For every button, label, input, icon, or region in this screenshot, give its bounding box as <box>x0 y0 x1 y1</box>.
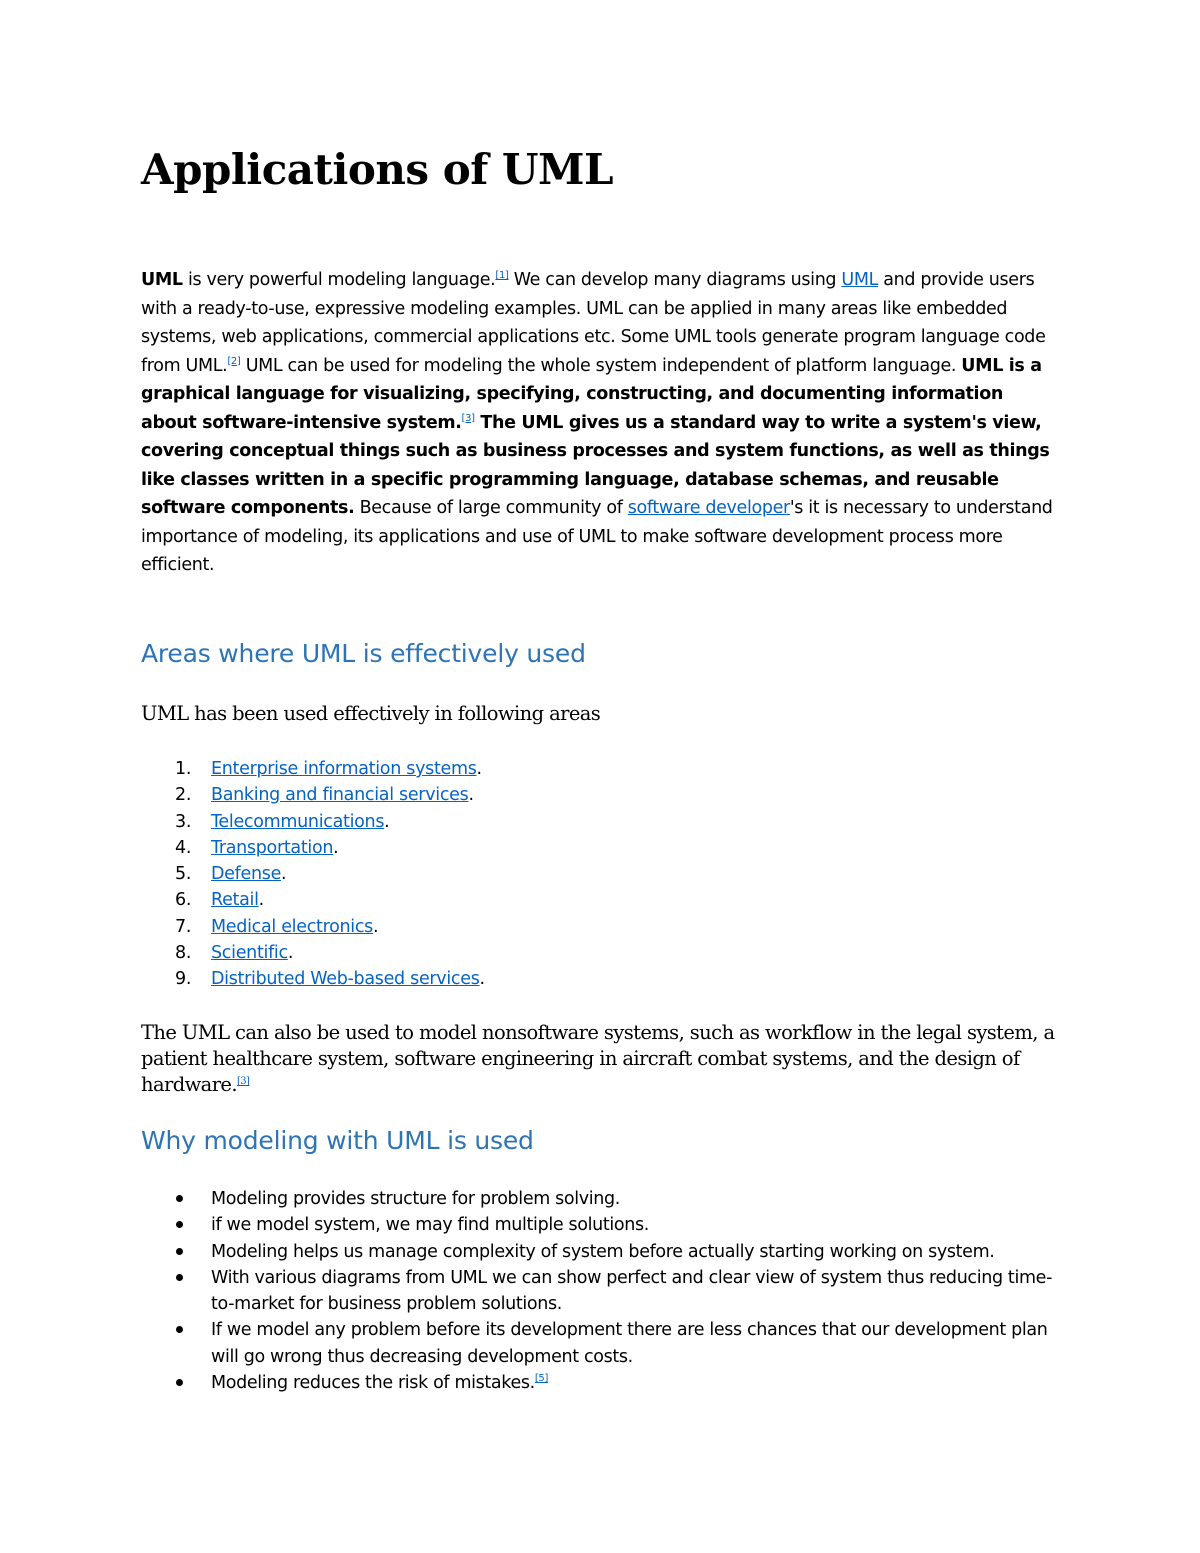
intro-bold-standard: The UML gives us a standard way to write a system's view, covering conceptual things such as business processes and system functions, as well as things like classes written in a specific programming language, database schemas, and reusable software components. <box>141 412 1050 518</box>
intro-sentence-2-end: and provide users with a ready-to-use, expressive modeling examples. UML can be applied in many areas like embedded systems, web applications, commercial applications etc. Some UML tools generate program language code from UML. <box>141 270 1046 376</box>
reference-3-link[interactable]: [3] <box>461 412 475 424</box>
bullet-icon <box>176 1274 183 1281</box>
nonsoftware-paragraph <box>141 1020 1061 1098</box>
list-item-period: . <box>258 890 264 911</box>
intro-sentence-4-start: Because of large community of <box>354 498 628 518</box>
nonsoftware-text: The UML can also be used to model nonsoftware systems, such as workflow in the legal system, a patient healthcare system, software engineering in aircraft combat systems, and the design of hardware. <box>141 1021 1055 1096</box>
reference-3 <box>462 413 475 424</box>
reason-list-item <box>141 1239 1056 1265</box>
list-number: 4. <box>175 837 192 858</box>
intro-uml-bold: UML <box>141 270 183 290</box>
reference-5-link[interactable]: [5] <box>534 1373 548 1385</box>
reference-1 <box>495 270 508 281</box>
area-link[interactable]: Telecommunications <box>211 811 385 832</box>
list-number: 6. <box>175 890 192 911</box>
list-number: 3. <box>175 811 192 832</box>
list-number: 8. <box>175 943 192 964</box>
area-link[interactable]: Enterprise information systems <box>211 759 477 779</box>
area-link[interactable]: Transportation <box>211 837 334 858</box>
section-heading-areas: Areas where UML is effectively used <box>141 639 586 668</box>
reasons-list <box>141 1186 1056 1396</box>
intro-paragraph <box>141 266 1056 580</box>
reference-1-link[interactable]: [1] <box>495 270 509 281</box>
areas-lead-text: UML has been used effectively in following areas <box>141 702 601 725</box>
area-list-item <box>141 782 941 808</box>
area-link[interactable]: Distributed Web-based services <box>211 969 480 990</box>
reason-text: Modeling helps us manage complexity of system before actually starting working on system. <box>211 1241 995 1262</box>
area-list-item <box>141 861 941 887</box>
reference-3-again <box>237 1076 249 1087</box>
reason-list-item <box>141 1265 1056 1318</box>
area-link[interactable]: Defense <box>211 864 282 885</box>
reason-list-item <box>141 1317 1056 1370</box>
list-item-period: . <box>373 916 379 937</box>
list-item-period: . <box>384 811 390 832</box>
bullet-icon <box>176 1326 183 1333</box>
list-item-period: . <box>479 969 485 990</box>
area-list-item <box>141 966 941 992</box>
area-list-item <box>141 887 941 913</box>
reference-3-again-link[interactable]: [3] <box>236 1076 250 1087</box>
list-item-period: . <box>287 943 294 964</box>
software-developer-link[interactable]: software developer <box>627 498 790 518</box>
intro-sentence-4-end: 's it is necessary to understand importance of modeling, its applications and use of UML to make software development process more efficient. <box>141 498 1053 575</box>
section-heading-why: Why modeling with UML is used <box>141 1126 534 1155</box>
reason-list-item <box>141 1212 1056 1238</box>
list-number: 5. <box>175 864 192 885</box>
area-list-item <box>141 835 941 861</box>
reason-text: With various diagrams from UML we can show perfect and clear view of system thus reducing time-to-market for business problem solutions. <box>211 1267 1053 1315</box>
area-list-item <box>141 809 941 835</box>
list-item-period: . <box>476 759 482 779</box>
list-number: 9. <box>175 969 192 990</box>
intro-sentence-1: is very powerful modeling language. <box>182 270 496 290</box>
reference-2-link[interactable]: [2] <box>227 355 241 367</box>
list-number: 1. <box>175 759 192 779</box>
bullet-icon <box>176 1248 183 1255</box>
area-list-item <box>141 940 941 966</box>
reference-5 <box>535 1373 548 1384</box>
list-number: 7. <box>175 916 192 937</box>
intro-sentence-3: UML can be used for modeling the whole system independent of platform language. <box>240 355 962 376</box>
area-link[interactable]: Scientific <box>211 943 288 964</box>
reason-list-item <box>141 1186 1056 1212</box>
areas-list <box>141 756 941 993</box>
area-link[interactable]: Medical electronics <box>211 916 373 937</box>
reason-text: If we model any problem before its development there are less chances that our development plan will go wrong thus decreasing development costs. <box>211 1320 1048 1367</box>
reason-list-item <box>141 1370 1056 1396</box>
bullet-icon <box>176 1221 183 1228</box>
list-item-period: . <box>281 864 287 885</box>
uml-link[interactable]: UML <box>841 270 879 290</box>
intro-bold-definition: UML is a graphical language for visualizing, specifying, constructing, and documenting information about software-intensive system. <box>141 355 1042 433</box>
reason-text: Modeling provides structure for problem solving. <box>211 1189 621 1209</box>
area-link[interactable]: Banking and financial services <box>211 785 469 806</box>
list-item-period: . <box>333 837 339 858</box>
area-list-item <box>141 914 941 940</box>
reason-text: if we model system, we may find multiple solutions. <box>211 1215 649 1236</box>
list-number: 2. <box>175 785 192 806</box>
reason-text: Modeling reduces the risk of mistakes. <box>211 1373 535 1394</box>
area-link[interactable]: Retail <box>211 890 259 911</box>
list-item-period: . <box>468 785 474 806</box>
intro-sentence-2-start: We can develop many diagrams using <box>508 270 842 290</box>
page-title: Applications of UML <box>141 145 614 194</box>
bullet-icon <box>176 1379 183 1386</box>
reference-2 <box>227 356 240 367</box>
area-list-item <box>141 756 941 782</box>
bullet-icon <box>176 1195 183 1202</box>
